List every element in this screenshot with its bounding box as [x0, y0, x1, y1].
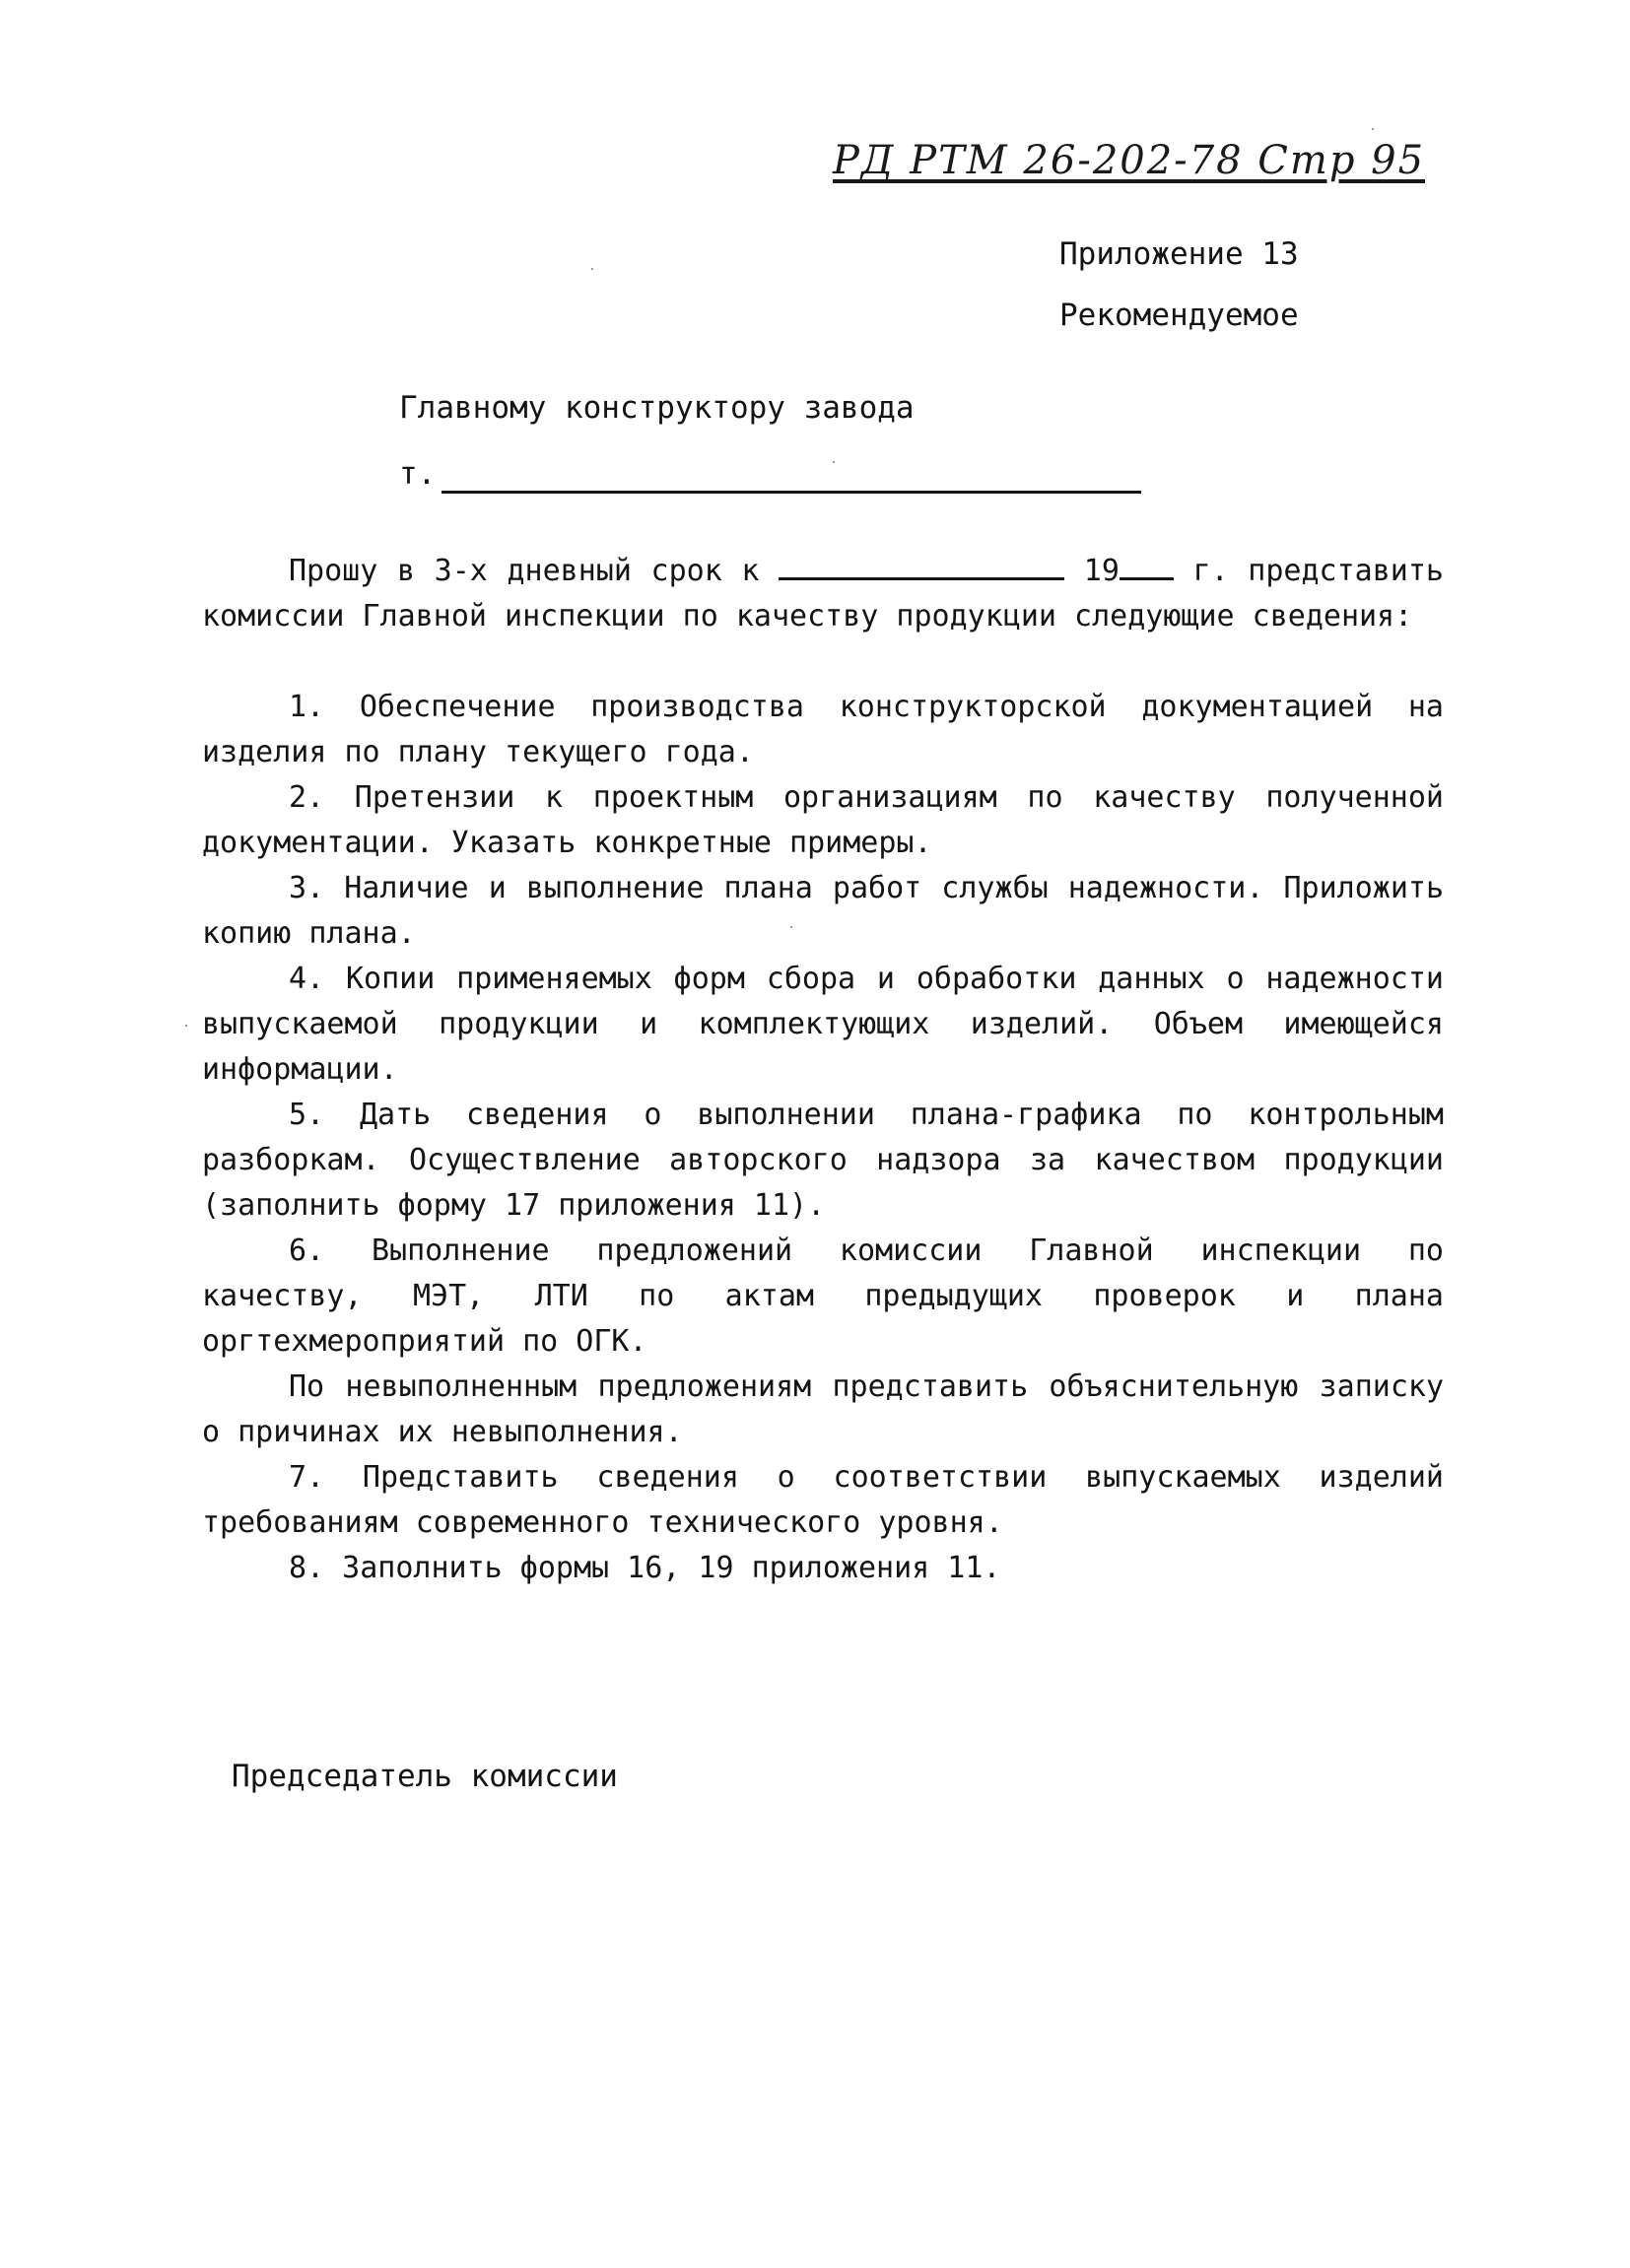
list-item-8: 8. Заполнить формы 16, 19 приложения 11.: [289, 1551, 1001, 1585]
unfulfilled-note: По невыполненным предложениям представить объяснительную записку о причинах их невыполнения.: [202, 1369, 1444, 1449]
year-prefix: 19: [1083, 554, 1120, 588]
request-text-before: Прошу в 3-х дневный срок к: [289, 554, 760, 588]
scan-speck: [1372, 128, 1374, 130]
appendix-status: Рекомендуемое: [1059, 298, 1299, 333]
scan-speck: [790, 926, 792, 928]
list-item-7: 7. Представить сведения о соответствии выпускаемых изделий требованиям современного технического уровня.: [202, 1460, 1444, 1540]
list-item-6: 6. Выполнение предложений комиссии Главной инспекции по качеству, МЭТ, ЛТИ по актам предыдущих проверок и плана оргтехмероприятий по ОГК.: [202, 1234, 1444, 1359]
addressee-name-blank: [441, 491, 1141, 494]
addressee-line: Главному конструктору завода: [399, 390, 915, 426]
signature-label: Председатель комиссии: [232, 1759, 618, 1794]
addressee-to-prefix: т.: [399, 456, 437, 492]
year-blank: [1120, 548, 1174, 580]
date-blank: [779, 548, 1064, 580]
list-item-2: 2. Претензии к проектным организациям по качеству полученной документации. Указать конкретные примеры.: [202, 780, 1444, 860]
appendix-label: Приложение 13: [1059, 236, 1299, 272]
request-paragraph: [202, 548, 1444, 639]
request-text-after: г. представить комиссии Главной инспекции по качеству продукции следующие сведения:: [202, 554, 1444, 634]
document-reference-handwritten: РД РТМ 26-202-78 Стр 95: [833, 138, 1426, 183]
scan-speck: [833, 461, 835, 463]
list-item-4: 4. Копии применяемых форм сбора и обработки данных о надежности выпускаемой продукции и комплектующих изделий. Объем имеющейся информации.: [202, 962, 1444, 1087]
scan-speck: [591, 268, 593, 270]
list-item-3: 3. Наличие и выполнение плана работ службы надежности. Приложить копию плана.: [202, 871, 1444, 951]
scan-speck: [185, 1025, 187, 1027]
list-item-5: 5. Дать сведения о выполнении плана-графика по контрольным разборкам. Осуществление авторского надзора за качеством продукции (заполнить форму 17 приложения 11).: [202, 1098, 1444, 1223]
list-item-1: 1. Обеспечение производства конструкторской документацией на изделия по плану текущего года.: [202, 690, 1444, 769]
